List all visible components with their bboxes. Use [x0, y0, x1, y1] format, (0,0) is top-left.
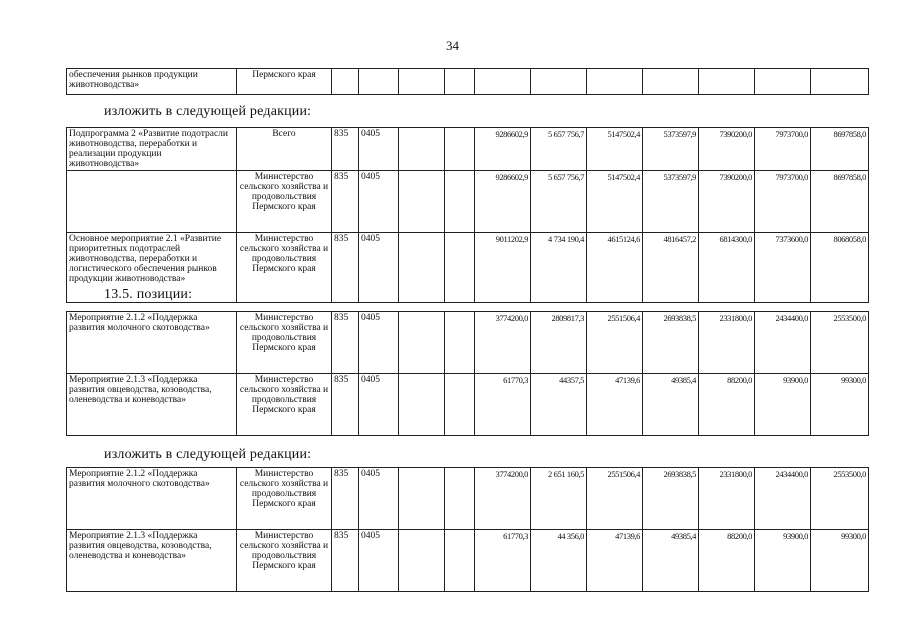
year-value: 6814300,0 — [699, 233, 755, 303]
empty-cell — [475, 69, 531, 95]
empty-cell — [359, 69, 399, 95]
top-fragment-table — [66, 68, 869, 95]
csr-code — [399, 374, 445, 436]
vr-code — [445, 374, 475, 436]
year-value: 2693838,5 — [643, 312, 699, 374]
year-value: 93900,0 — [755, 374, 811, 436]
year-value: 5147502,4 — [587, 128, 643, 171]
year-value: 5 657 756,7 — [531, 171, 587, 233]
year-value: 8697858,0 — [811, 171, 869, 233]
vr-code — [445, 233, 475, 303]
year-value: 44 356,0 — [531, 530, 587, 592]
year-value: 2434400,0 — [755, 312, 811, 374]
budget-table-3 — [66, 467, 869, 592]
rzpr-code: 0405 — [359, 128, 399, 171]
rzpr-code: 0405 — [359, 530, 399, 592]
year-value: 47139,6 — [587, 530, 643, 592]
vr-code — [445, 128, 475, 171]
csr-code — [399, 233, 445, 303]
year-value: 44357,5 — [531, 374, 587, 436]
year-value: 7973700,0 — [755, 128, 811, 171]
year-value: 4 734 190,4 — [531, 233, 587, 303]
year-value: 2553500,0 — [811, 312, 869, 374]
table-row — [67, 530, 869, 592]
year-value: 7390200,0 — [699, 128, 755, 171]
row-responsible: Всего — [237, 128, 332, 171]
grbs-code: 835 — [332, 468, 359, 530]
year-value: 5373597,9 — [643, 171, 699, 233]
table-row — [67, 128, 869, 171]
row-responsible: Министерство сельского хозяйства и продовольствия Пермского края — [237, 171, 332, 233]
year-value: 5 657 756,7 — [531, 128, 587, 171]
csr-code — [399, 468, 445, 530]
grbs-code: 835 — [332, 233, 359, 303]
row-name: Мероприятие 2.1.3 «Поддержка развития овцеводства, козоводства, оленеводства и коневодства» — [67, 374, 237, 436]
year-value: 4816457,2 — [643, 233, 699, 303]
empty-cell — [643, 69, 699, 95]
year-value: 88200,0 — [699, 374, 755, 436]
grbs-code: 835 — [332, 128, 359, 171]
csr-code — [399, 128, 445, 171]
year-value: 2331800,0 — [699, 312, 755, 374]
row-name: Мероприятие 2.1.2 «Поддержка развития молочного скотоводства» — [67, 468, 237, 530]
row-responsible: Пермского края — [237, 69, 332, 95]
year-value: 99300,0 — [811, 530, 869, 592]
vr-code — [445, 468, 475, 530]
row-name: Подпрограмма 2 «Развитие подотрасли животноводства, переработки и реализации продукции животноводства» — [67, 128, 237, 171]
rzpr-code: 0405 — [359, 312, 399, 374]
table-row — [67, 69, 869, 95]
row-responsible: Министерство сельского хозяйства и продовольствия Пермского края — [237, 374, 332, 436]
year-value: 8068058,0 — [811, 233, 869, 303]
empty-cell — [755, 69, 811, 95]
row-name: обеспечения рынков продукции животноводства» — [67, 69, 237, 95]
year-value: 2434400,0 — [755, 468, 811, 530]
page-number: 34 — [446, 38, 459, 53]
table-row — [67, 468, 869, 530]
year-value: 8697858,0 — [811, 128, 869, 171]
csr-code — [399, 530, 445, 592]
grbs-code: 835 — [332, 530, 359, 592]
year-value: 61770,3 — [475, 374, 531, 436]
rzpr-code: 0405 — [359, 374, 399, 436]
row-name: Мероприятие 2.1.2 «Поддержка развития молочного скотоводства» — [67, 312, 237, 374]
row-responsible: Министерство сельского хозяйства и продовольствия Пермского края — [237, 468, 332, 530]
year-value: 2693838,5 — [643, 468, 699, 530]
table-row — [67, 171, 869, 233]
grbs-code: 835 — [332, 374, 359, 436]
year-value: 7390200,0 — [699, 171, 755, 233]
year-value: 2551506,4 — [587, 312, 643, 374]
year-value: 3774200,0 — [475, 468, 531, 530]
year-value: 2331800,0 — [699, 468, 755, 530]
grbs-code: 835 — [332, 171, 359, 233]
vr-code — [445, 312, 475, 374]
year-value: 93900,0 — [755, 530, 811, 592]
year-value: 47139,6 — [587, 374, 643, 436]
year-value: 5373597,9 — [643, 128, 699, 171]
row-responsible: Министерство сельского хозяйства и продовольствия Пермского края — [237, 233, 332, 303]
table-row — [67, 312, 869, 374]
row-name: Мероприятие 2.1.3 «Поддержка развития овцеводства, козоводства, оленеводства и коневодства» — [67, 530, 237, 592]
vr-code — [445, 530, 475, 592]
rzpr-code: 0405 — [359, 171, 399, 233]
empty-cell — [699, 69, 755, 95]
year-value: 49385,4 — [643, 530, 699, 592]
csr-code — [399, 312, 445, 374]
year-value: 2551506,4 — [587, 468, 643, 530]
empty-cell — [587, 69, 643, 95]
year-value: 9286602,9 — [475, 171, 531, 233]
empty-cell — [531, 69, 587, 95]
year-value: 9286602,9 — [475, 128, 531, 171]
row-name: Основное мероприятие 2.1 «Развитие приоритетных подотраслей животноводства, переработки и логистического обеспечения рынков продукции животноводства» — [67, 233, 237, 303]
section-heading: изложить в следующей редакции: — [104, 447, 312, 462]
empty-cell — [399, 69, 445, 95]
year-value: 49385,4 — [643, 374, 699, 436]
year-value: 99300,0 — [811, 374, 869, 436]
year-value: 7973700,0 — [755, 171, 811, 233]
empty-cell — [445, 69, 475, 95]
year-value: 88200,0 — [699, 530, 755, 592]
row-responsible: Министерство сельского хозяйства и продовольствия Пермского края — [237, 530, 332, 592]
section-heading: изложить в следующей редакции: — [104, 104, 312, 119]
row-name — [67, 171, 237, 233]
year-value: 7373600,0 — [755, 233, 811, 303]
year-value: 2 651 160,5 — [531, 468, 587, 530]
row-responsible: Министерство сельского хозяйства и продовольствия Пермского края — [237, 312, 332, 374]
budget-table-1 — [66, 127, 869, 303]
year-value: 61770,3 — [475, 530, 531, 592]
year-value: 5147502,4 — [587, 171, 643, 233]
year-value: 3774200,0 — [475, 312, 531, 374]
year-value: 9011202,9 — [475, 233, 531, 303]
rzpr-code: 0405 — [359, 233, 399, 303]
budget-table-2 — [66, 311, 869, 436]
section-heading: 13.5. позиции: — [104, 287, 193, 302]
table-row — [67, 374, 869, 436]
year-value: 2809817,3 — [531, 312, 587, 374]
empty-cell — [332, 69, 359, 95]
year-value: 2553500,0 — [811, 468, 869, 530]
csr-code — [399, 171, 445, 233]
rzpr-code: 0405 — [359, 468, 399, 530]
year-value: 4615124,6 — [587, 233, 643, 303]
empty-cell — [811, 69, 869, 95]
grbs-code: 835 — [332, 312, 359, 374]
vr-code — [445, 171, 475, 233]
